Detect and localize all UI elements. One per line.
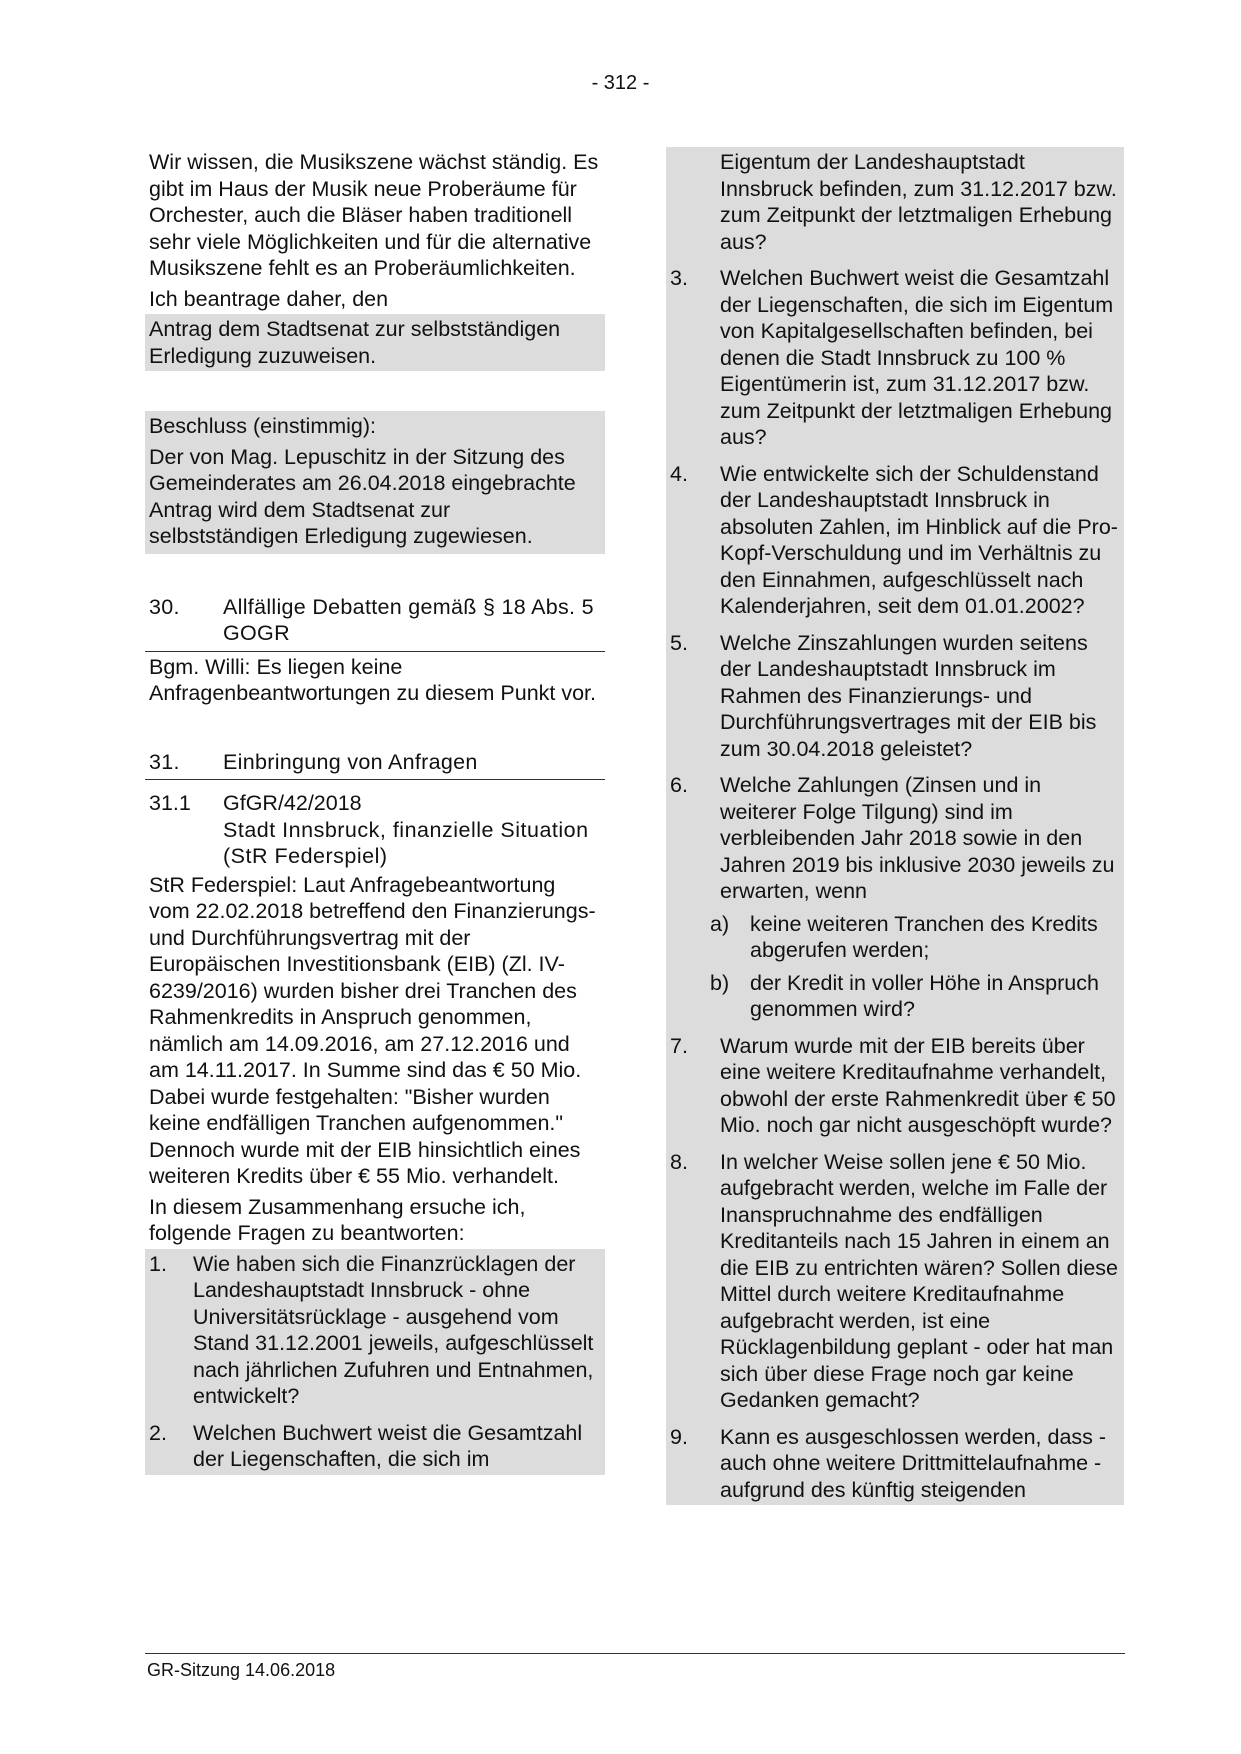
list-item — [666, 147, 1124, 263]
question-list-left — [145, 1249, 605, 1475]
footer-text: GR-Sitzung 14.06.2018 — [147, 1660, 336, 1680]
question-list-right — [666, 147, 1124, 1505]
resolution-label: Beschluss (einstimmig): — [149, 414, 376, 438]
question-text: Welche Zahlungen (Zinsen und in weiterer Folge Tilgung) sind im verbleibenden Jahr 2018 sowie in den Jahren 2019 bis inklusive 2030 jeweils zu erwarten, wenn — [720, 773, 1115, 903]
question-number: 4. — [670, 461, 688, 486]
intro-paragraph: Wir wissen, die Musikszene wächst ständig. Es gibt im Haus der Musik neue Proberäume für Orchester, auch die Bläser haben traditionell sehr viele Möglichkeiten und für die alternative Musikszene fehlt es an Proberäumlichkeiten. — [149, 150, 599, 280]
question-text: Warum wurde mit der EIB bereits über eine weitere Kreditaufnahme verhandelt, obwohl der erste Rahmenkredit über € 50 Mio. noch gar nicht ausgeschöpft wurde? — [720, 1033, 1116, 1137]
question-text: Welche Zinszahlungen wurden seitens der Landeshauptstadt Innsbruck im Rahmen des Finanzierungs- und Durchführungsvertrages mit der EIB bis zum 30.04.2018 geleistet? — [720, 630, 1097, 761]
request-box: Antrag dem Stadtsenat zur selbstständigen Erledigung zuzuweisen. — [145, 314, 605, 371]
list-item — [666, 459, 1124, 628]
list-item — [145, 1249, 605, 1412]
left-column — [145, 147, 605, 1475]
question-number: 1. — [149, 1251, 167, 1276]
question-number: 2. — [149, 1420, 167, 1445]
page-number: - 312 - — [591, 72, 650, 94]
question-text: Eigentum der Landeshauptstadt Innsbruck befinden, zum 31.12.2017 bzw. zum Zeitpunkt der letztmaligen Erhebung aus? — [720, 150, 1117, 254]
request-lead: Ich beantrage daher, den — [149, 286, 389, 311]
question-number: 8. — [670, 1149, 688, 1174]
sub-item-text: der Kredit in voller Höhe in Anspruch genommen wird? — [750, 970, 1099, 1021]
item-30-number: 30. — [149, 594, 180, 619]
question-text: Wie haben sich die Finanzrücklagen der Landeshauptstadt Innsbruck - ohne Universitätsrücklage - ausgehend vom Stand 31.12.2001 jeweils, aufgeschlüsselt nach jährlichen Zufuhren und Entnahmen, entwickelt? — [193, 1251, 594, 1408]
item-30-text: Bgm. Willi: Es liegen keine Anfragenbeantwortungen zu diesem Punkt vor. — [149, 654, 597, 705]
item-31-heading — [145, 749, 605, 781]
question-number: 5. — [670, 630, 688, 655]
inquiry-body: StR Federspiel: Laut Anfragebeantwortung vom 22.02.2018 betreffend den Finanzierungs- und Durchführungsvertrag mit der Europäischen Investitionsbank (EIB) (Zl. IV-6239/2016) wurden bisher drei Tranchen des Rahmenkredits in Anspruch genommen, nämlich am 14.09.2016, am 27.12.2016 und am 14.11.2017. In Summe sind das € 50 Mio. Dabei wurde festgehalten: "Bisher wurden keine endfälligen Tranchen aufgenommen." Dennoch wurde mit der EIB hinsichtlich eines weiteren Kredits über € 55 Mio. verhandelt. — [149, 872, 596, 1188]
footer-divider — [145, 1653, 1125, 1654]
sub-item-b — [710, 970, 1120, 1023]
question-text: Welchen Buchwert weist die Gesamtzahl der Liegenschaften, die sich im Eigentum von Kapitalgesellschaften befinden, bei denen die Stadt Innsbruck zu 100 % Eigentümerin ist, zum 31.12.2017 bzw. zum Zeitpunkt der letztmaligen Erhebung aus? — [720, 266, 1114, 449]
list-item — [666, 1031, 1124, 1147]
inquiry-ask: In diesem Zusammenhang ersuche ich, folgende Fragen zu beantworten: — [149, 1194, 526, 1245]
question-number: 7. — [670, 1033, 688, 1058]
sub-item-letter: b) — [710, 970, 730, 995]
item-311-reference: GfGR/42/2018 — [223, 791, 362, 815]
item-30-title: Allfällige Debatten gemäß § 18 Abs. 5 GOGR — [223, 594, 594, 645]
list-item — [666, 628, 1124, 771]
list-item — [666, 1147, 1124, 1422]
sub-item-a — [710, 911, 1120, 964]
question-text: In welcher Weise sollen jene € 50 Mio. aufgebracht werden, welche im Falle der Inanspruchnahme des endfälligen Kreditanteils nach 15 Jahren in einem an die EIB zu entrichten wären? Sollen diese Mittel durch weitere Kreditaufnahme aufgebracht werden, ist eine Rücklagenbildung geplant - oder hat man sich über diese Frage noch gar keine Gedanken gemacht? — [720, 1149, 1118, 1412]
right-column — [666, 147, 1124, 1505]
sub-item-text: keine weiteren Tranchen des Kredits abgerufen werden; — [750, 911, 1098, 962]
question-text: Wie entwickelte sich der Schuldenstand der Landeshauptstadt Innsbruck in absoluten Zahlen, im Hinblick auf die Pro-Kopf-Verschuldung und im Verhältnis zu den Einnahmen, aufgeschlüsselt nach Kalenderjahren, seit dem 01.01.2002? — [720, 461, 1118, 618]
list-item — [666, 770, 1124, 1031]
list-item — [666, 263, 1124, 459]
list-item — [666, 1422, 1124, 1506]
list-item — [145, 1418, 605, 1475]
item-311-subtitle: Stadt Innsbruck, finanzielle Situation (StR Federspiel) — [223, 817, 589, 868]
item-30-heading — [145, 594, 605, 652]
question-text: Kann es ausgeschlossen werden, dass - auch ohne weitere Drittmittelaufnahme - aufgrund des künftig steigenden — [720, 1424, 1107, 1502]
resolution-text: Der von Mag. Lepuschitz in der Sitzung des Gemeinderates am 26.04.2018 eingebrachte Antrag wird dem Stadtsenat zur selbstständigen Erledigung zugewiesen. — [149, 444, 576, 548]
question-text: Welchen Buchwert weist die Gesamtzahl der Liegenschaften, die sich im — [193, 1420, 583, 1471]
question-number: 3. — [670, 266, 688, 290]
question-number: 9. — [670, 1424, 688, 1449]
resolution-box — [145, 411, 605, 554]
item-311-heading — [145, 790, 605, 817]
item-31-number: 31. — [149, 749, 180, 774]
question-number: 6. — [670, 773, 688, 797]
item-31-title: Einbringung von Anfragen — [223, 749, 478, 774]
sub-item-letter: a) — [710, 911, 730, 936]
item-311-number: 31.1 — [149, 791, 191, 815]
